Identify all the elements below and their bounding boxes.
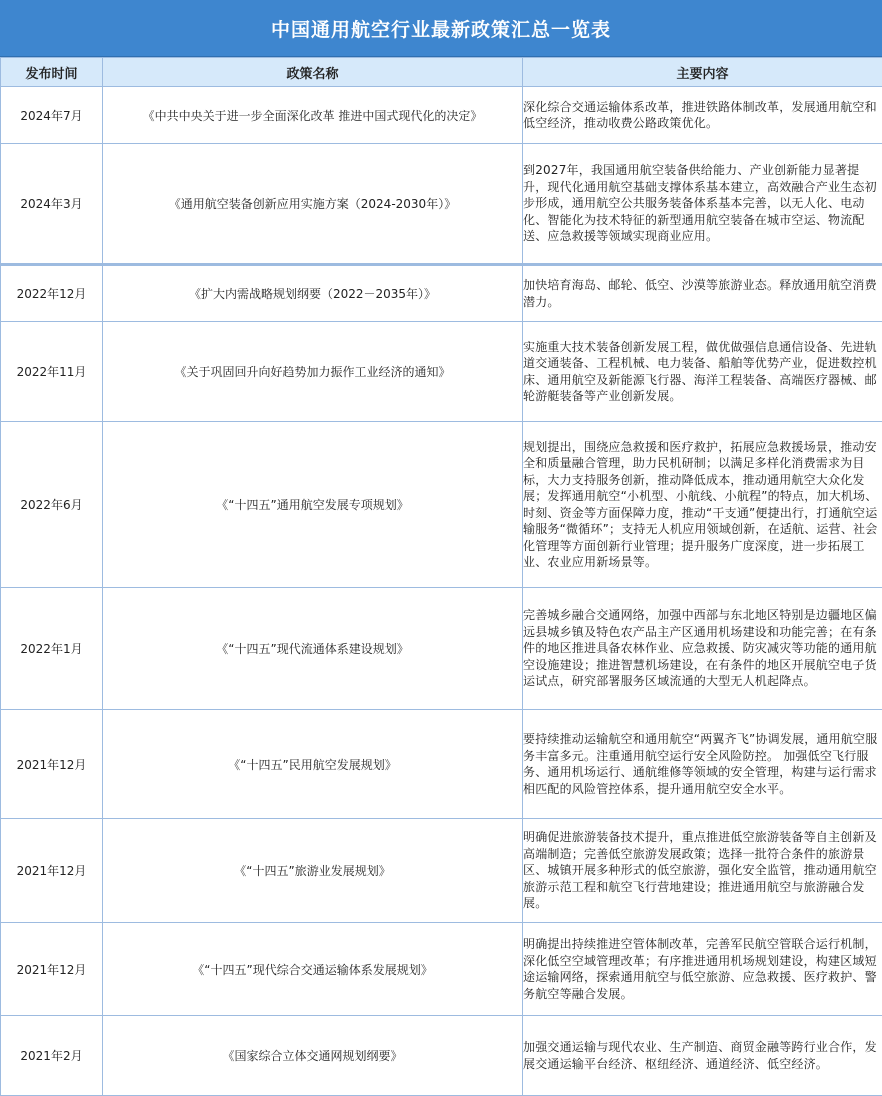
row-content: 明确促进旅游装备技术提升，重点推进低空旅游装备等自主创新及高端制造；完善低空旅游发展政策；选择一批符合条件的旅游景区、城镇开展多种形式的低空旅游，强化安全监管，推动通用航空旅游示范工程和航空飞行营地建设；推进通用航空与旅游融合发展。 [523, 819, 882, 923]
row-policy-name: 《关于巩固回升向好趋势加力振作工业经济的通知》 [103, 322, 523, 422]
row-date: 2021年12月 [1, 819, 103, 923]
row-date: 2021年12月 [1, 710, 103, 819]
table-row [1, 588, 882, 710]
header-policy-name: 政策名称 [103, 58, 523, 87]
header-row [1, 58, 882, 87]
table-row [1, 923, 882, 1016]
row-content: 深化综合交通运输体系改革，推进铁路体制改革，发展通用航空和低空经济，推动收费公路政策优化。 [523, 87, 882, 144]
row-date: 2022年1月 [1, 588, 103, 710]
header-date: 发布时间 [1, 58, 103, 87]
header-content: 主要内容 [523, 58, 882, 87]
table-row [1, 87, 882, 144]
row-date: 2024年3月 [1, 144, 103, 265]
row-policy-name: 《“十四五”旅游业发展规划》 [103, 819, 523, 923]
row-policy-name: 《“十四五”通用航空发展专项规划》 [103, 422, 523, 588]
row-content: 要持续推动运输航空和通用航空“两翼齐飞”协调发展，通用航空服务丰富多元。注重通用航空运行安全风险防控。 加强低空飞行服务、通用机场运行、通航维修等领域的安全管理，构建与运行需求相匹配的风险管控体系，提升通用航空安全水平。 [523, 710, 882, 819]
row-date: 2021年2月 [1, 1016, 103, 1096]
row-date: 2022年11月 [1, 322, 103, 422]
row-date: 2022年12月 [1, 265, 103, 322]
row-content: 实施重大技术装备创新发展工程，做优做强信息通信设备、先进轨道交通装备、工程机械、电力装备、船舶等优势产业，促进数控机床、通用航空及新能源飞行器、海洋工程装备、高端医疗器械、邮轮游艇装备等产业创新发展。 [523, 322, 882, 422]
row-content: 加强交通运输与现代农业、生产制造、商贸金融等跨行业合作，发展交通运输平台经济、枢纽经济、通道经济、低空经济。 [523, 1016, 882, 1096]
row-date: 2024年7月 [1, 87, 103, 144]
table-row [1, 144, 882, 265]
table-row [1, 819, 882, 923]
row-policy-name: 《通用航空装备创新应用实施方案（2024-2030年）》 [103, 144, 523, 265]
row-policy-name: 《中共中央关于进一步全面深化改革 推进中国式现代化的决定》 [103, 87, 523, 144]
row-content: 规划提出，围绕应急救援和医疗救护，拓展应急救援场景，推动安全和质量融合管理，助力民机研制；以满足多样化消费需求为目标，大力支持服务创新，推动降低成本，推动通用航空大众化发展；发挥通用航空“小机型、小航线、小航程”的特点，加大机场、时刻、资金等方面保障力度，推动“干支通”便捷出行，打通航空运输服务“微循环”；支持无人机应用领域创新，在适航、运营、社会化管理等方面创新行业管理；提升服务广度深度，进一步拓展工业、农业应用新场景等。 [523, 422, 882, 588]
row-content: 加快培育海岛、邮轮、低空、沙漠等旅游业态。释放通用航空消费潜力。 [523, 265, 882, 322]
row-policy-name: 《“十四五”民用航空发展规划》 [103, 710, 523, 819]
row-policy-name: 《国家综合立体交通网规划纲要》 [103, 1016, 523, 1096]
row-content: 明确提出持续推进空管体制改革，完善军民航空管联合运行机制，深化低空空域管理改革；有序推进通用机场规划建设，构建区域短途运输网络，探索通用航空与低空旅游、应急救援、医疗救护、警务航空等融合发展。 [523, 923, 882, 1016]
row-content: 完善城乡融合交通网络，加强中西部与东北地区特别是边疆地区偏远县城乡镇及特色农产品主产区通用机场建设和功能完善；在有条件的地区推进具备农林作业、应急救援、防灾减灾等功能的通用航空设施建设；推进智慧机场建设，在有条件的地区开展航空电子货运试点，研究部署服务区域流通的大型无人机起降点。 [523, 588, 882, 710]
table-title: 中国通用航空行业最新政策汇总一览表 [0, 0, 882, 57]
policy-table [0, 57, 882, 1096]
table-row [1, 265, 882, 322]
row-policy-name: 《“十四五”现代综合交通运输体系发展规划》 [103, 923, 523, 1016]
row-policy-name: 《“十四五”现代流通体系建设规划》 [103, 588, 523, 710]
row-date: 2022年6月 [1, 422, 103, 588]
table-row [1, 422, 882, 588]
row-policy-name: 《扩大内需战略规划纲要（2022－2035年）》 [103, 265, 523, 322]
table-row [1, 710, 882, 819]
table-row [1, 1016, 882, 1096]
row-content: 到2027年，我国通用航空装备供给能力、产业创新能力显著提升，现代化通用航空基础支撑体系基本建立，高效融合产业生态初步形成，通用航空公共服务装备体系基本完善，以无人化、电动化、智能化为技术特征的新型通用航空装备在城市空运、物流配送、应急救援等领域实现商业应用。 [523, 144, 882, 265]
row-date: 2021年12月 [1, 923, 103, 1016]
table-row [1, 322, 882, 422]
